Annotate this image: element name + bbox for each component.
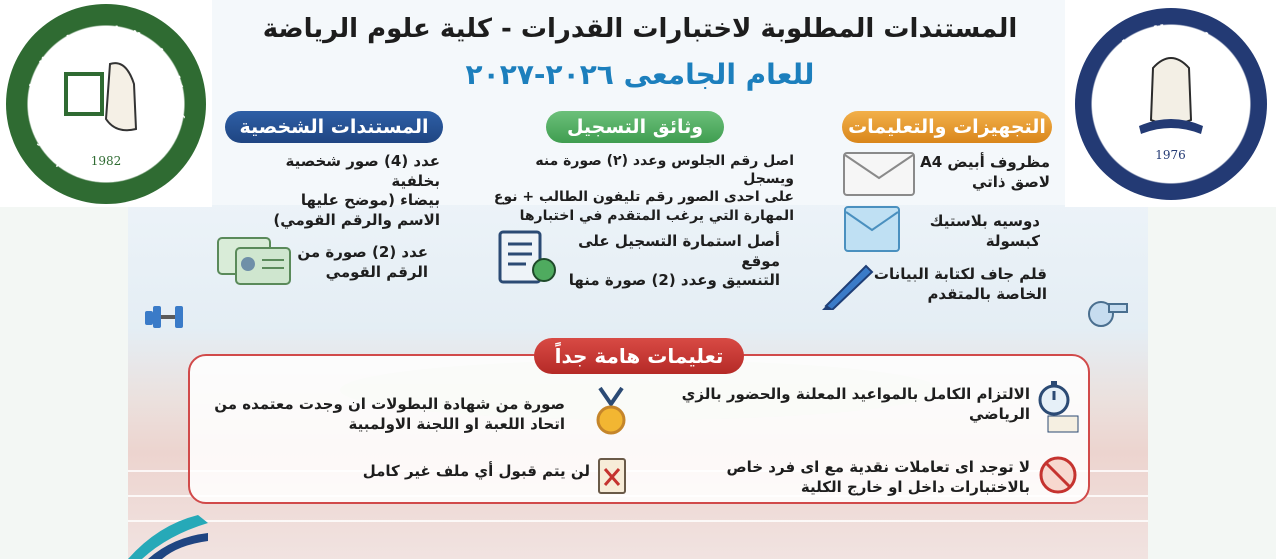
university-seal (1075, 8, 1267, 200)
form-icon (496, 230, 558, 290)
folder-text-1: دوسيه بلاستيك (929, 212, 1040, 230)
whistle-icon (1083, 294, 1131, 334)
faculty-seal (6, 4, 206, 204)
no-cash-text-2: بالاختبارات داخل او خارج الكلية (800, 477, 1030, 496)
seat-text-3: المهارة التي يرغب المتقدم في اختبارها (519, 207, 794, 224)
rejected-file-icon (597, 457, 627, 499)
certificate-text-2: اتحاد اللعبة او اللجنة الاولمبية (348, 414, 565, 433)
equipment-item-folder (920, 212, 1040, 251)
folder-icon (844, 206, 900, 256)
faculty-logo (0, 0, 212, 207)
folder-text-2: كبسولة (985, 231, 1040, 250)
important-item-punctuality (660, 385, 1030, 424)
form-text-1: أصل استمارة التسجيل على موقع (578, 232, 780, 270)
equipment-heading: التجهيزات والتعليمات (842, 111, 1052, 143)
id-card-icon (216, 236, 292, 290)
personal-heading: المستندات الشخصية (225, 111, 443, 143)
national-id-text-2: الرقم القومي (325, 262, 428, 281)
national-id-text-1: عدد (2) صورة من (297, 243, 428, 261)
faculty-ring-english: Faculty of Sports Sciences - Minia University (25, 111, 187, 185)
no-cash-text-1: لا توجد اى تعاملات نقدية مع اى فرد خاص (726, 458, 1030, 476)
personal-item-photos (232, 152, 440, 230)
photos-text-2: بيضاء (موضح عليها (300, 191, 440, 209)
important-heading: تعليمات هامة جداً (534, 338, 744, 374)
faculty-year: 1982 (90, 153, 122, 168)
decorative-stripes (128, 505, 208, 559)
important-item-no-cash (700, 458, 1030, 497)
seat-text-2: على احدى الصور رقم تليفون الطالب + نوع (493, 189, 794, 206)
stopwatch-icon (1036, 378, 1080, 438)
track-lane (128, 520, 1148, 522)
certificate-text-1: صورة من شهادة البطولات ان وجدت معتمده من (214, 395, 565, 413)
equipment-item-pen (862, 265, 1047, 304)
registration-heading: وثائق التسجيل (546, 111, 724, 143)
photos-text-1: عدد (4) صور شخصية بخلفية (285, 152, 440, 190)
incomplete-text: لن يتم قبول أي ملف غير كامل (362, 462, 590, 480)
seat-text-1: اصل رقم الجلوس وعدد (٢) صورة منه ويسجل (535, 153, 794, 188)
svg-text:جامعة المنيا (1118, 20, 1222, 54)
university-ring-english: MINIA UNIVERSITY (1104, 136, 1237, 182)
envelope-text-1: مظروف أبيض A4 (920, 153, 1050, 171)
faculty-ring-arabic: كلية علوم الرياضة - جامعة المنيا (26, 22, 186, 90)
punctuality-text: الالتزام الكامل بالمواعيد المعلنة والحضور بالزي الرياضي (681, 385, 1030, 423)
svg-text:Faculty of Sports Sciences - M (26, 111, 187, 184)
personal-item-national-id (296, 243, 428, 282)
important-item-certificate (205, 395, 565, 434)
university-year: 1976 (1155, 147, 1186, 162)
equipment-item-envelope (920, 153, 1050, 192)
pen-text-1: قلم جاف لكتابة البيانات (873, 265, 1047, 283)
photos-text-3: الاسم والرقم القومي) (273, 210, 440, 229)
pen-icon (820, 258, 876, 314)
dumbbell-icon (143, 297, 191, 337)
pen-text-2: الخاصة بالمتقدم (927, 284, 1047, 303)
page-subtitle: للعام الجامعى ٢٠٢٦-٢٠٢٧ (465, 58, 815, 91)
medal-icon (594, 386, 628, 442)
important-item-incomplete (360, 462, 590, 482)
no-cash-icon (1038, 455, 1078, 499)
university-ring-arabic: جامعة المنيا (1118, 20, 1223, 55)
svg-text:كلية علوم الرياضة - جامعة المن (27, 22, 185, 89)
university-logo (1065, 0, 1276, 207)
envelope-icon (843, 152, 915, 200)
envelope-text-2: لاصق ذاتي (971, 172, 1050, 191)
page-title: المستندات المطلوبة لاختبارات القدرات - كلية علوم الرياضة (262, 14, 1018, 44)
form-text-2: التنسيق وعدد (2) صورة منها (568, 271, 780, 289)
registration-item-form (560, 232, 780, 291)
registration-item-seat-number (488, 152, 794, 225)
